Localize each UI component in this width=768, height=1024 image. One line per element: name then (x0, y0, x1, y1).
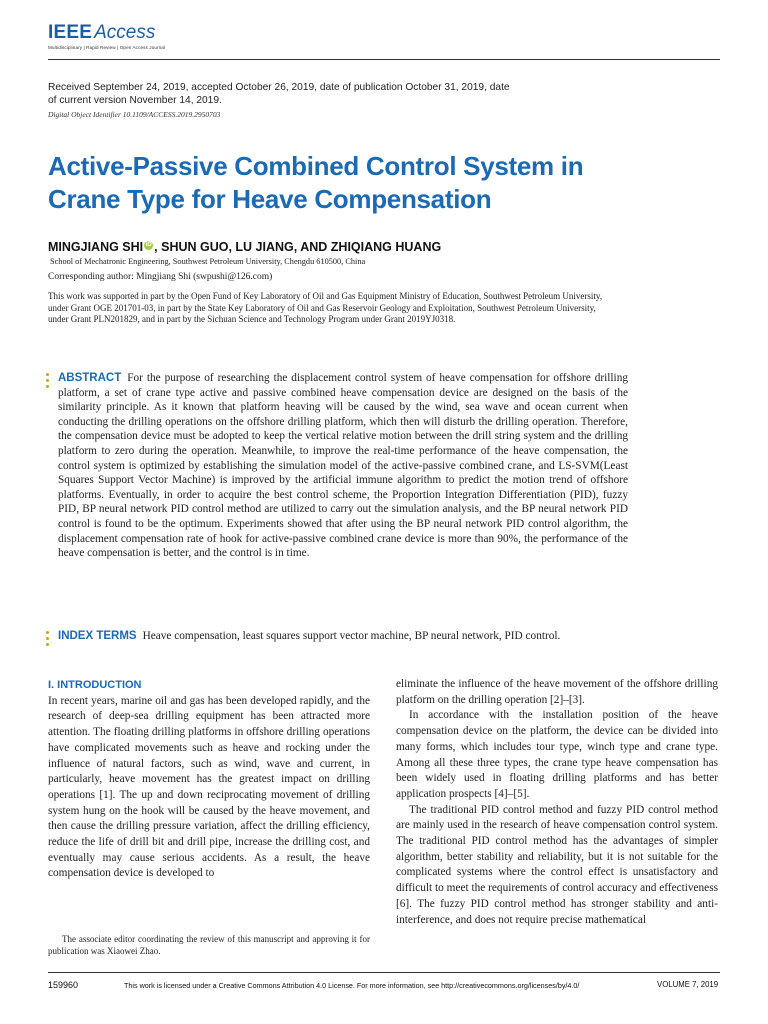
abstract-block (58, 371, 628, 561)
index-terms-block (58, 629, 628, 644)
received-dates: Received September 24, 2019, accepted October 26, 2019, date of publication October 31, 2019, date of current version November 14, 2019. (48, 82, 510, 106)
affiliation: School of Mechatronic Engineering, Southwest Petroleum University, Chengdu 610500, China (50, 257, 366, 266)
page-number: 159960 (48, 980, 79, 990)
index-terms-label: INDEX TERMS (58, 630, 137, 642)
right-column (396, 677, 718, 928)
license-notice[interactable]: This work is licensed under a Creative Commons Attribution 4.0 License. For more information, see http://creativecommons.org/licenses/by/4.0/ (124, 981, 580, 990)
footer-divider (48, 972, 720, 973)
funding-statement: This work was supported in part by the Open Fund of Key Laboratory of Oil and Gas Equipment Ministry of Education, Southwest Petroleum University, under Grant OGE 201701-03, in part by the State Key Laboratory of Oil and Gas Reservoir Geology and Exploitation, Southwest Petroleum University, under Grant PLN201829, and in part by the Sichuan Science and Technology Program under Grant 2019YJ0318. (48, 291, 603, 324)
intro-paragraph-1: In recent years, marine oil and gas has been developed rapidly, and the research of deep-sea drilling equipment has been attracted more attention. The floating drilling platforms in offshore drilling operations have complicated movements such as heave and rocking under the influence of natural factors, such as wind, wave and current, in particularly, heave movement has the greatest impact on drilling operations [1]. The up and down reciprocating movement of drilling system hung on the hook will be caused by the heave movement, and then cause the drilling pressure variation, affect the drilling efficiency, reduce the life of drill bit and drill pipe, increase the drilling cost, and eventually may cause serious accidents. As a result, the heave compensation device is developed to (48, 694, 370, 880)
logo-ieee-text: IEEE (48, 22, 93, 43)
intro-paragraph-3: The traditional PID control method and fuzzy PID control method are mainly used in the research of heave compensation control system. The traditional PID control method has the advantages of simpler algorithm, better stability and reliability, but it is not suitable for the complicated systems where the control effect is unsatisfactory and difficult to meet the requirements of control accuracy and effectiveness [6]. The fuzzy PID control method has stronger stability and anti-interference, and does not require precise mathematical (396, 803, 718, 926)
orcid-icon[interactable]: iD (145, 241, 152, 248)
logo-access-text: Access (94, 22, 156, 43)
other-authors: , SHUN GUO, LU JIANG, AND ZHIQIANG HUANG (154, 240, 442, 254)
paper-title: Active-Passive Combined Control System in Crane Type for Heave Compensation (48, 151, 584, 214)
first-author: MINGJIANG SHI (48, 240, 144, 254)
intro-paragraph-2: In accordance with the installation position of the heave compensation device on the platform, the device can be divided into many forms, which includes tour type, winch type and crane type. Among all these three types, the crane type heave compensation has been widely used in floating drilling platforms and has better application prospects [4]–[5]. (396, 709, 718, 800)
abstract-marker-icon (46, 373, 50, 391)
corresponding-author: Corresponding author: Mingjiang Shi (swpushi@126.com) (48, 272, 273, 282)
author-list (48, 240, 441, 254)
left-column (48, 678, 370, 882)
abstract-text: For the purpose of researching the displacement control system of heave compensation for offshore drilling platform, a set of crane type active and passive combined heave compensation device are designed on the basis of the similarity principle. As it known that platform heaving will be caused by the wind, sea wave and ocean current when conducting the drilling operations on the offshore drilling platform, which then will disturb the drilling operation. Therefore, the compensation device must be adopted to keep the vertical relative motion between the drill string system and the drilling platform to zero during the operation. Meanwhile, to improve the real-time performance of the heave compensation, the control system is optimized by establishing the simulation model of the active-passive combined crane, and LS-SVM(Least Squares Support Vector Machine) is improved by the artificial immune algorithm to predict the motion trend of offshore platforms. Eventually, in order to acquire the best control scheme, the Proportion Integration Differentiation (PID), fuzzy PID, BP neural network PID control method are utilized to carry out the simulation analysis, and the BP neural network PID control is found to be the optimum. Experiments showed that after using the BP neural network PID control algorithm, the displacement compensation rate of hook for active-passive combined crane device is more than 90%, the performance of the heave compensation is better, and the control is in time. (58, 372, 628, 560)
index-terms-text: Heave compensation, least squares support vector machine, BP neural network, PID control. (142, 630, 561, 642)
journal-logo (48, 22, 155, 44)
index-terms-marker-icon (46, 631, 50, 649)
section-heading-introduction: I. INTRODUCTION (48, 679, 142, 691)
header-divider (48, 59, 720, 60)
abstract-label: ABSTRACT (58, 372, 122, 384)
journal-tagline: Multidisciplinary | Rapid Review | Open Access Journal (48, 45, 166, 50)
doi-line[interactable]: Digital Object Identifier 10.1109/ACCESS.2019.2950703 (48, 110, 221, 119)
editor-footnote: The associate editor coordinating the review of this manuscript and approving it for publication was Xiaowei Zhao. (48, 934, 370, 956)
intro-paragraph-continued: eliminate the influence of the heave movement of the offshore drilling platform on the drilling operation [2]–[3]. (396, 678, 718, 706)
volume-label: VOLUME 7, 2019 (657, 980, 719, 989)
